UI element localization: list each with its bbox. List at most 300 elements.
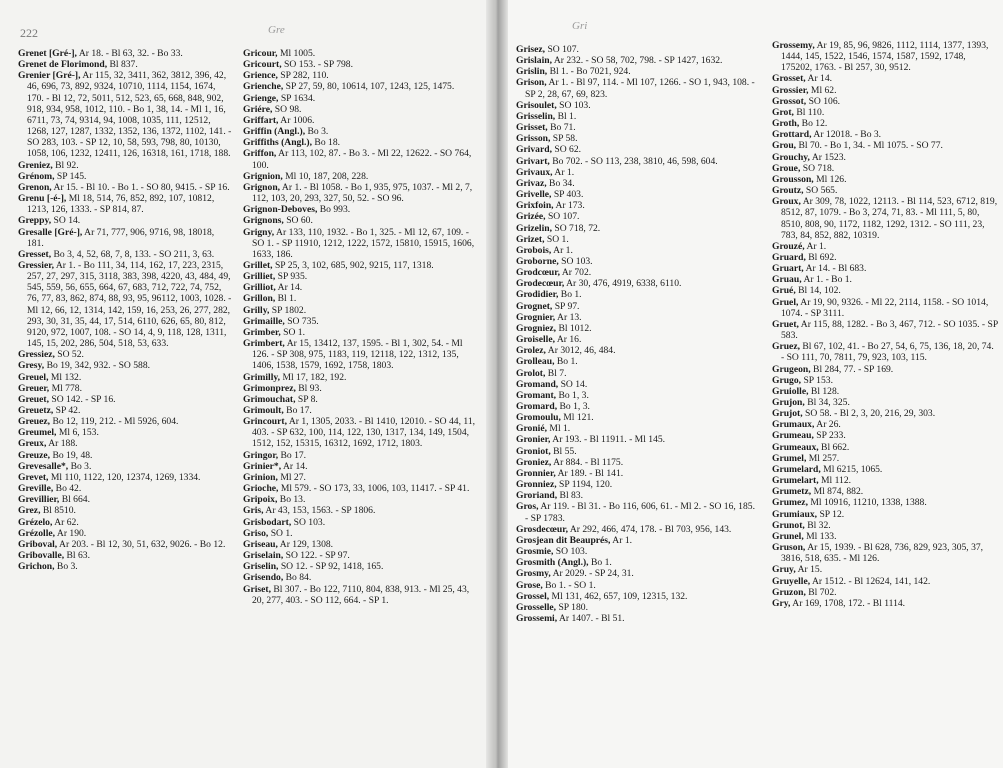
index-entry	[243, 260, 477, 271]
entry-headword: Grognet,	[516, 300, 553, 312]
entry-references: Bo 1.	[554, 356, 578, 368]
entry-references: Bl 14, 102.	[795, 285, 841, 297]
index-entry	[18, 505, 232, 516]
entry-references: Bl 702.	[805, 586, 837, 598]
entry-headword: Grilly,	[243, 304, 270, 316]
entry-references: Bl 1.	[275, 293, 297, 305]
entry-references: Ml 10, 187, 208, 228.	[282, 170, 369, 182]
entry-headword: Groiselle,	[516, 334, 555, 346]
index-entry	[516, 423, 756, 434]
entry-headword: Griffiths (Angl.),	[243, 137, 313, 149]
index-entry	[243, 584, 477, 606]
entry-headword: Grigny,	[243, 226, 275, 238]
index-entry	[516, 613, 756, 624]
entry-headword: Grinier*,	[243, 460, 282, 472]
entry-references: Bo 1.	[588, 557, 612, 569]
entry-references: Ar 14.	[805, 73, 833, 85]
index-entry	[772, 386, 998, 397]
entry-references: Ar 15. - Bl 10. - Bo 1. - SO 80, 9415. - SP 16.	[51, 181, 230, 193]
index-entry	[516, 223, 756, 234]
entry-headword: Grumez,	[772, 497, 808, 509]
entry-references: SP 27, 59, 80, 10614, 107, 1243, 125, 1475.	[283, 81, 455, 93]
entry-headword: Grilliot,	[243, 282, 276, 294]
index-entry	[772, 564, 998, 575]
entry-references: Ml 132.	[48, 371, 82, 383]
entry-references: Ar 1. - Bl 97, 114. - Ml 107, 1266. - SO 1, 943, 108. - SP 2, 28, 67, 69, 823.	[525, 77, 755, 100]
index-entry	[18, 427, 232, 438]
entry-headword: Grilliet,	[243, 271, 276, 283]
entry-headword: Greux,	[18, 438, 47, 450]
entry-headword: Grevet,	[18, 471, 49, 483]
entry-references: Bl 307. - Bo 122, 7110, 804, 838, 913. - Ml 25, 43, 20, 277, 403. - SO 112, 664. - SP 1.	[252, 583, 470, 606]
entry-references: Ar 43, 153, 1563. - SP 1806.	[263, 505, 376, 517]
entry-headword: Grez,	[18, 505, 41, 517]
entry-references: SO 1.	[544, 233, 569, 245]
entry-references: Bo 993.	[317, 204, 351, 216]
entry-references: SO 12. - SP 92, 1418, 165.	[278, 561, 384, 573]
entry-headword: Grumeaux,	[772, 441, 819, 453]
entry-references: Ml 1005.	[277, 48, 316, 59]
entry-headword: Grimonprez,	[243, 382, 296, 394]
entry-headword: Grosselle,	[516, 601, 557, 613]
entry-headword: Grignon,	[243, 181, 281, 193]
index-entry	[243, 338, 477, 371]
index-entry	[516, 133, 756, 144]
entry-references: Ar 19, 90, 9326. - Ml 22, 2114, 1158. - SO 1014, 1074. - SP 3111.	[781, 296, 989, 319]
entry-references: Ml 62.	[808, 84, 837, 96]
index-entry	[243, 70, 477, 81]
index-entry	[772, 576, 998, 587]
entry-references: SO 1.	[268, 527, 293, 539]
index-entry	[772, 174, 998, 185]
entry-references: Ar 1.	[804, 240, 827, 252]
index-entry	[516, 501, 756, 523]
entry-references: Ar 62.	[52, 516, 79, 528]
index-entry	[18, 550, 232, 561]
index-entry	[772, 486, 998, 497]
entry-references: SO 14.	[51, 215, 81, 227]
entry-references: Ar 309, 78, 1022, 12113. - Bl 114, 523, 6712, 819, 8512, 87, 1079. - Bo 3, 274, 71, 83. - Ml 111, 5, 80, 8510, 808, 90, 1172, 1182, 1292, 1312. - SO 111, 23, 783, 84, 852, 882, 10319.	[781, 196, 998, 241]
entry-headword: Griselin,	[243, 561, 279, 573]
index-entry	[516, 468, 756, 479]
index-entry	[516, 66, 756, 77]
entry-headword: Grimbert,	[243, 338, 285, 350]
entry-references: Bl 110.	[793, 106, 825, 118]
index-entry	[516, 245, 756, 256]
index-entry	[243, 137, 477, 148]
entry-headword: Gruard,	[772, 251, 806, 263]
index-entry	[516, 535, 756, 546]
entry-headword: Grogniez,	[516, 322, 557, 334]
index-entry	[243, 148, 477, 170]
index-entry	[18, 539, 232, 550]
index-entry	[772, 587, 998, 598]
entry-references: Ml 6, 153.	[56, 427, 99, 439]
entry-references: Bo 18.	[312, 137, 341, 149]
entry-headword: Gromard,	[516, 401, 558, 412]
entry-headword: Grienge,	[243, 92, 279, 104]
index-entry	[18, 160, 232, 171]
entry-headword: Grot,	[772, 106, 794, 118]
entry-headword: Grinion,	[243, 471, 278, 483]
entry-references: SO 52.	[54, 349, 84, 361]
entry-headword: Grodecœur,	[516, 278, 565, 290]
entry-headword: Grenon,	[18, 181, 52, 193]
entry-references: Ar 16.	[555, 334, 582, 346]
entry-headword: Greppy,	[18, 215, 52, 227]
entry-headword: Griére,	[243, 103, 273, 115]
index-entry	[243, 394, 477, 405]
index-entry	[772, 509, 998, 520]
entry-references: SO 106.	[806, 95, 841, 107]
entry-headword: Grolleau,	[516, 356, 555, 368]
entry-headword: Greville,	[18, 483, 54, 495]
entry-headword: Grossemy,	[772, 40, 815, 51]
entry-headword: Grunot,	[772, 519, 805, 531]
entry-references: Ar 188.	[46, 438, 78, 450]
entry-headword: Griseau,	[243, 538, 278, 550]
index-entry	[516, 345, 756, 356]
index-entry	[18, 483, 232, 494]
entry-references: Bl 34, 325.	[804, 397, 850, 408]
entry-headword: Grience,	[243, 70, 278, 82]
entry-references: Bl 63.	[64, 550, 90, 562]
index-entry	[772, 397, 998, 408]
entry-headword: Grujon,	[772, 397, 805, 408]
entry-references: Bo 34.	[546, 177, 575, 189]
index-column	[18, 48, 232, 572]
index-entry	[772, 140, 998, 151]
entry-references: Ar 1407. - Bl 51.	[557, 612, 625, 624]
entry-references: Bo 3, 4, 52, 68, 7, 8, 133. - SO 211, 3, 63.	[51, 248, 215, 260]
entry-headword: Grisson,	[516, 133, 551, 145]
entry-headword: Gruiolle,	[772, 385, 809, 397]
index-entry	[243, 572, 477, 583]
entry-headword: Gricour,	[243, 48, 278, 59]
entry-references: Bo 1.	[558, 289, 582, 301]
index-entry	[516, 490, 756, 501]
index-entry	[772, 107, 998, 118]
entry-references: SP 282, 110.	[277, 70, 329, 82]
entry-references: Bo 3.	[305, 126, 329, 138]
index-entry	[243, 204, 477, 215]
entry-headword: Grosset,	[772, 73, 806, 85]
entry-headword: Grizelin,	[516, 222, 552, 234]
entry-references: Bo 3.	[54, 561, 78, 573]
index-entry	[18, 171, 232, 182]
index-entry	[18, 472, 232, 483]
entry-references: SO 107.	[545, 44, 579, 55]
entry-references: SO 14.	[558, 378, 588, 390]
index-entry	[243, 372, 477, 383]
index-entry	[18, 561, 232, 572]
index-entry	[18, 494, 232, 505]
entry-references: Bl 83.	[557, 490, 583, 502]
entry-headword: Grumaux,	[772, 419, 815, 431]
entry-references: Ml 257.	[806, 452, 840, 464]
entry-references: SO 1.	[280, 326, 306, 338]
entry-headword: Gronniez,	[516, 479, 557, 491]
entry-headword: Gruyelle,	[772, 575, 811, 587]
index-entry	[772, 375, 998, 386]
entry-references: SO 122. - SP 97.	[283, 550, 350, 562]
entry-references: SP 58.	[550, 133, 578, 145]
entry-references: SP 12.	[817, 508, 845, 520]
entry-headword: Grimber,	[243, 326, 281, 338]
entry-headword: Griset,	[243, 583, 271, 595]
entry-headword: Grevesalle*,	[18, 460, 69, 472]
entry-headword: Grizée,	[516, 211, 546, 223]
running-head: Gri	[572, 20, 588, 32]
entry-headword: Gringor,	[243, 449, 279, 461]
entry-headword: Groutz,	[772, 185, 804, 197]
index-entry	[18, 372, 232, 383]
entry-headword: Gresset,	[18, 248, 52, 260]
entry-references: Bo 42.	[53, 483, 82, 495]
entry-references: SO 60.	[283, 215, 313, 227]
entry-headword: Grué,	[772, 285, 796, 297]
entry-headword: Griffon,	[243, 148, 277, 160]
entry-references: Ml 131, 462, 657, 109, 12315, 132.	[549, 590, 688, 602]
index-entry	[243, 472, 477, 483]
entry-headword: Groux,	[772, 196, 801, 208]
index-entry	[243, 550, 477, 561]
index-entry	[243, 293, 477, 304]
entry-references: SO 103.	[553, 546, 588, 558]
index-entry	[516, 568, 756, 579]
entry-headword: Grivart,	[516, 155, 550, 167]
index-entry	[243, 450, 477, 461]
entry-references: Ar 1523.	[809, 151, 846, 163]
index-entry	[18, 249, 232, 260]
index-entry	[243, 383, 477, 394]
entry-references: Ar 702.	[559, 267, 592, 279]
entry-references: Ar 14.	[281, 460, 308, 472]
entry-references: SO 103.	[291, 516, 326, 528]
index-entry	[18, 48, 232, 59]
entry-references: Ml 112.	[818, 475, 852, 487]
index-entry	[18, 260, 232, 349]
entry-headword: Gronnier,	[516, 467, 556, 479]
entry-references: Bl 55.	[550, 445, 577, 457]
index-entry	[18, 450, 232, 461]
entry-headword: Grézelo,	[18, 516, 53, 528]
entry-references: Ar 292, 466, 474, 178. - Bl 703, 956, 143.	[567, 523, 732, 535]
entry-references: Ar 173.	[553, 200, 585, 212]
index-entry	[243, 561, 477, 572]
entry-headword: Grimaille,	[243, 315, 285, 327]
entry-headword: Grodidier,	[516, 289, 559, 301]
entry-headword: Gripoix,	[243, 494, 278, 506]
index-entry	[243, 81, 477, 92]
entry-headword: Gruau,	[772, 274, 802, 286]
index-entry	[18, 438, 232, 449]
entry-headword: Grumiaux,	[772, 508, 818, 520]
entry-references: Bo 13.	[277, 494, 306, 506]
index-entry	[243, 93, 477, 104]
entry-headword: Gros,	[516, 501, 539, 513]
entry-headword: Grottard,	[772, 129, 812, 141]
index-entry	[772, 419, 998, 430]
entry-references: SO 107.	[545, 211, 580, 223]
index-entry	[516, 156, 756, 167]
entry-references: Ml 6215, 1065.	[820, 463, 883, 475]
entry-headword: Grousson,	[772, 173, 814, 185]
entry-headword: Groth,	[772, 118, 800, 130]
entry-references: Ar 26.	[814, 419, 841, 431]
index-entry	[772, 319, 998, 341]
index-entry	[18, 215, 232, 226]
index-entry	[772, 40, 998, 73]
entry-references: SO 98.	[272, 103, 302, 115]
index-entry	[18, 227, 232, 249]
entry-references: SO 58. - Bl 2, 3, 20, 216, 29, 303.	[802, 408, 936, 420]
index-entry	[18, 416, 232, 427]
entry-references: Ar 119. - Bl 31. - Bo 116, 606, 61. - Ml 2. - SO 16, 185. - SP 1783.	[525, 501, 755, 524]
entry-headword: Grillet,	[243, 259, 273, 271]
index-entry	[243, 327, 477, 338]
entry-headword: Groborne,	[516, 255, 559, 267]
index-entry	[516, 546, 756, 557]
index-entry	[18, 193, 232, 215]
entry-references: SP 8.	[295, 393, 318, 405]
index-entry	[516, 580, 756, 591]
index-entry	[516, 602, 756, 613]
entry-headword: Grumel,	[772, 452, 807, 464]
index-entry	[516, 301, 756, 312]
entry-references: Bl 67, 102, 41. - Bo 27, 54, 6, 75, 136, 18, 20, 74. - SO 111, 70, 7811, 79, 923, 103, 115.	[781, 341, 994, 364]
index-entry	[516, 390, 756, 401]
index-entry	[516, 267, 756, 278]
entry-headword: Grossemi,	[516, 612, 558, 624]
entry-headword: Greuez,	[18, 416, 51, 428]
entry-references: Bl 93.	[295, 382, 322, 394]
index-entry	[516, 368, 756, 379]
entry-headword: Grislin,	[516, 66, 548, 78]
entry-references: Ar 15.	[795, 564, 823, 576]
entry-headword: Grisez,	[516, 44, 546, 55]
entry-references: Bl 1. - Bo 7021, 924.	[547, 66, 631, 78]
entry-headword: Grosmy,	[516, 568, 551, 580]
entry-references: Ml 27.	[277, 471, 306, 483]
entry-references: Ar 12018. - Bo 3.	[811, 129, 882, 141]
entry-references: SP 1802.	[269, 304, 307, 316]
entry-headword: Grisoulet,	[516, 99, 557, 111]
index-entry	[18, 360, 232, 371]
index-entry	[243, 461, 477, 472]
index-entry	[243, 126, 477, 137]
index-entry	[772, 274, 998, 285]
index-entry	[516, 111, 756, 122]
entry-references: Bl 70. - Bo 1, 34. - Ml 1075. - SO 77.	[796, 140, 943, 152]
index-entry	[18, 461, 232, 472]
entry-references: Ar 1.	[552, 166, 575, 178]
entry-headword: Groue,	[772, 162, 801, 174]
index-entry	[516, 412, 756, 423]
entry-references: SP 97.	[552, 300, 580, 312]
entry-references: Bo 3.	[68, 460, 92, 472]
entry-headword: Gressiez,	[18, 349, 55, 361]
entry-headword: Grincourt,	[243, 416, 287, 428]
entry-references: Bl 8510.	[40, 505, 76, 517]
entry-headword: Grognier,	[516, 311, 556, 323]
entry-headword: Gromant,	[516, 389, 557, 401]
entry-headword: Gricourt,	[243, 59, 282, 71]
entry-references: SO 142. - SP 16.	[49, 393, 116, 405]
entry-headword: Grénom,	[18, 170, 55, 182]
entry-headword: Grizet,	[516, 233, 545, 245]
entry-headword: Grenu [-é-],	[18, 193, 67, 205]
entry-references: Ml 110, 1122, 120, 12374, 1269, 1334.	[48, 471, 201, 483]
entry-headword: Gry,	[772, 597, 791, 609]
entry-headword: Grou,	[772, 140, 797, 152]
entry-references: Bo 71.	[547, 122, 576, 134]
entry-headword: Grossot,	[772, 95, 807, 107]
index-entry	[516, 100, 756, 111]
entry-headword: Gris,	[243, 505, 264, 517]
index-entry	[772, 96, 998, 107]
entry-headword: Grixfoin,	[516, 200, 554, 212]
index-entry	[243, 227, 477, 260]
entry-headword: Grivaz,	[516, 177, 547, 189]
entry-headword: Grenet [Gré-],	[18, 48, 77, 59]
index-column	[772, 40, 998, 609]
index-entry	[516, 55, 756, 66]
entry-references: Ar 1, 1305, 2033. - Bl 1410, 12010. - SO 44, 11, 403. - SP 632, 100, 114, 122, 130, 1317, 134, 149, 1504, 1512, 152, 15315, 16312, 1692, 1712, 1803.	[252, 416, 476, 450]
entry-references: Bl 92.	[52, 159, 79, 171]
page-number: 222	[20, 26, 38, 40]
entry-references: SP 145.	[54, 170, 87, 182]
entry-references: Ar 203. - Bl 12, 30, 51, 632, 9026. - Bo 12.	[57, 538, 226, 550]
entry-references: Ar 190.	[55, 527, 87, 539]
entry-headword: Grunel,	[772, 530, 804, 542]
entry-headword: Grumeau,	[772, 430, 814, 442]
index-entry	[243, 271, 477, 282]
index-entry	[243, 115, 477, 126]
entry-headword: Gressier,	[18, 259, 54, 271]
index-entry	[516, 312, 756, 323]
entry-references: Ar 169, 1708, 172. - Bl 1114.	[790, 597, 906, 609]
entry-references: Bl 837.	[107, 59, 138, 71]
index-entry	[516, 434, 756, 445]
entry-references: Bo 12.	[799, 118, 828, 130]
entry-references: SO 62.	[551, 144, 582, 156]
index-entry	[18, 405, 232, 416]
index-entry	[772, 185, 998, 196]
entry-references: Ar 71, 777, 906, 9716, 98, 18018, 181.	[27, 226, 215, 249]
entry-headword: Gruel,	[772, 296, 799, 308]
entry-references: SP 180.	[556, 601, 588, 613]
entry-headword: Grivaux,	[516, 166, 553, 178]
entry-references: SP 42.	[53, 405, 81, 416]
entry-references: Ar 1512. - Bl 12624, 141, 142.	[810, 575, 931, 587]
entry-references: Ar 13.	[555, 311, 582, 323]
entry-references: Ar 884. - Bl 1175.	[551, 456, 624, 468]
index-entry	[243, 494, 477, 505]
entry-headword: Greumel,	[18, 427, 57, 439]
entry-references: Ml 778.	[49, 382, 82, 394]
index-column	[243, 48, 477, 606]
index-entry	[516, 457, 756, 468]
index-entry	[516, 44, 756, 55]
entry-references: Ar 193. - Bl 11911. - Ml 145.	[550, 434, 666, 446]
index-entry	[516, 524, 756, 535]
index-entry	[243, 59, 477, 70]
entry-references: Ar 1. - Bo 111, 34, 114, 162, 17, 223, 2315, 257, 27, 297, 315, 3118, 383, 398, 4220, 43, 484, 49, 545, 559, 56, 655, 664, 67, 683, 712, 722, 74, 752, 76, 77, 83, 862, 874, 88, 93, 95, 96112, 1003, 1028. - Ml 12, 66, 12, 1314, 142, 159, 16, 253, 26, 277, 282, 293, 30, 31, 35, 44, 17, 514, 6110, 626, 65, 80, 812, 9120, 972, 1007, 108. - SO 14, 4, 9, 118, 128, 1311, 145, 15, 202, 286, 504, 518, 53, 633.	[27, 259, 232, 350]
entry-references: Bo 12, 119, 212. - Ml 5926, 604.	[50, 416, 179, 428]
index-entry	[18, 528, 232, 539]
entry-headword: Grumetz,	[772, 486, 812, 498]
